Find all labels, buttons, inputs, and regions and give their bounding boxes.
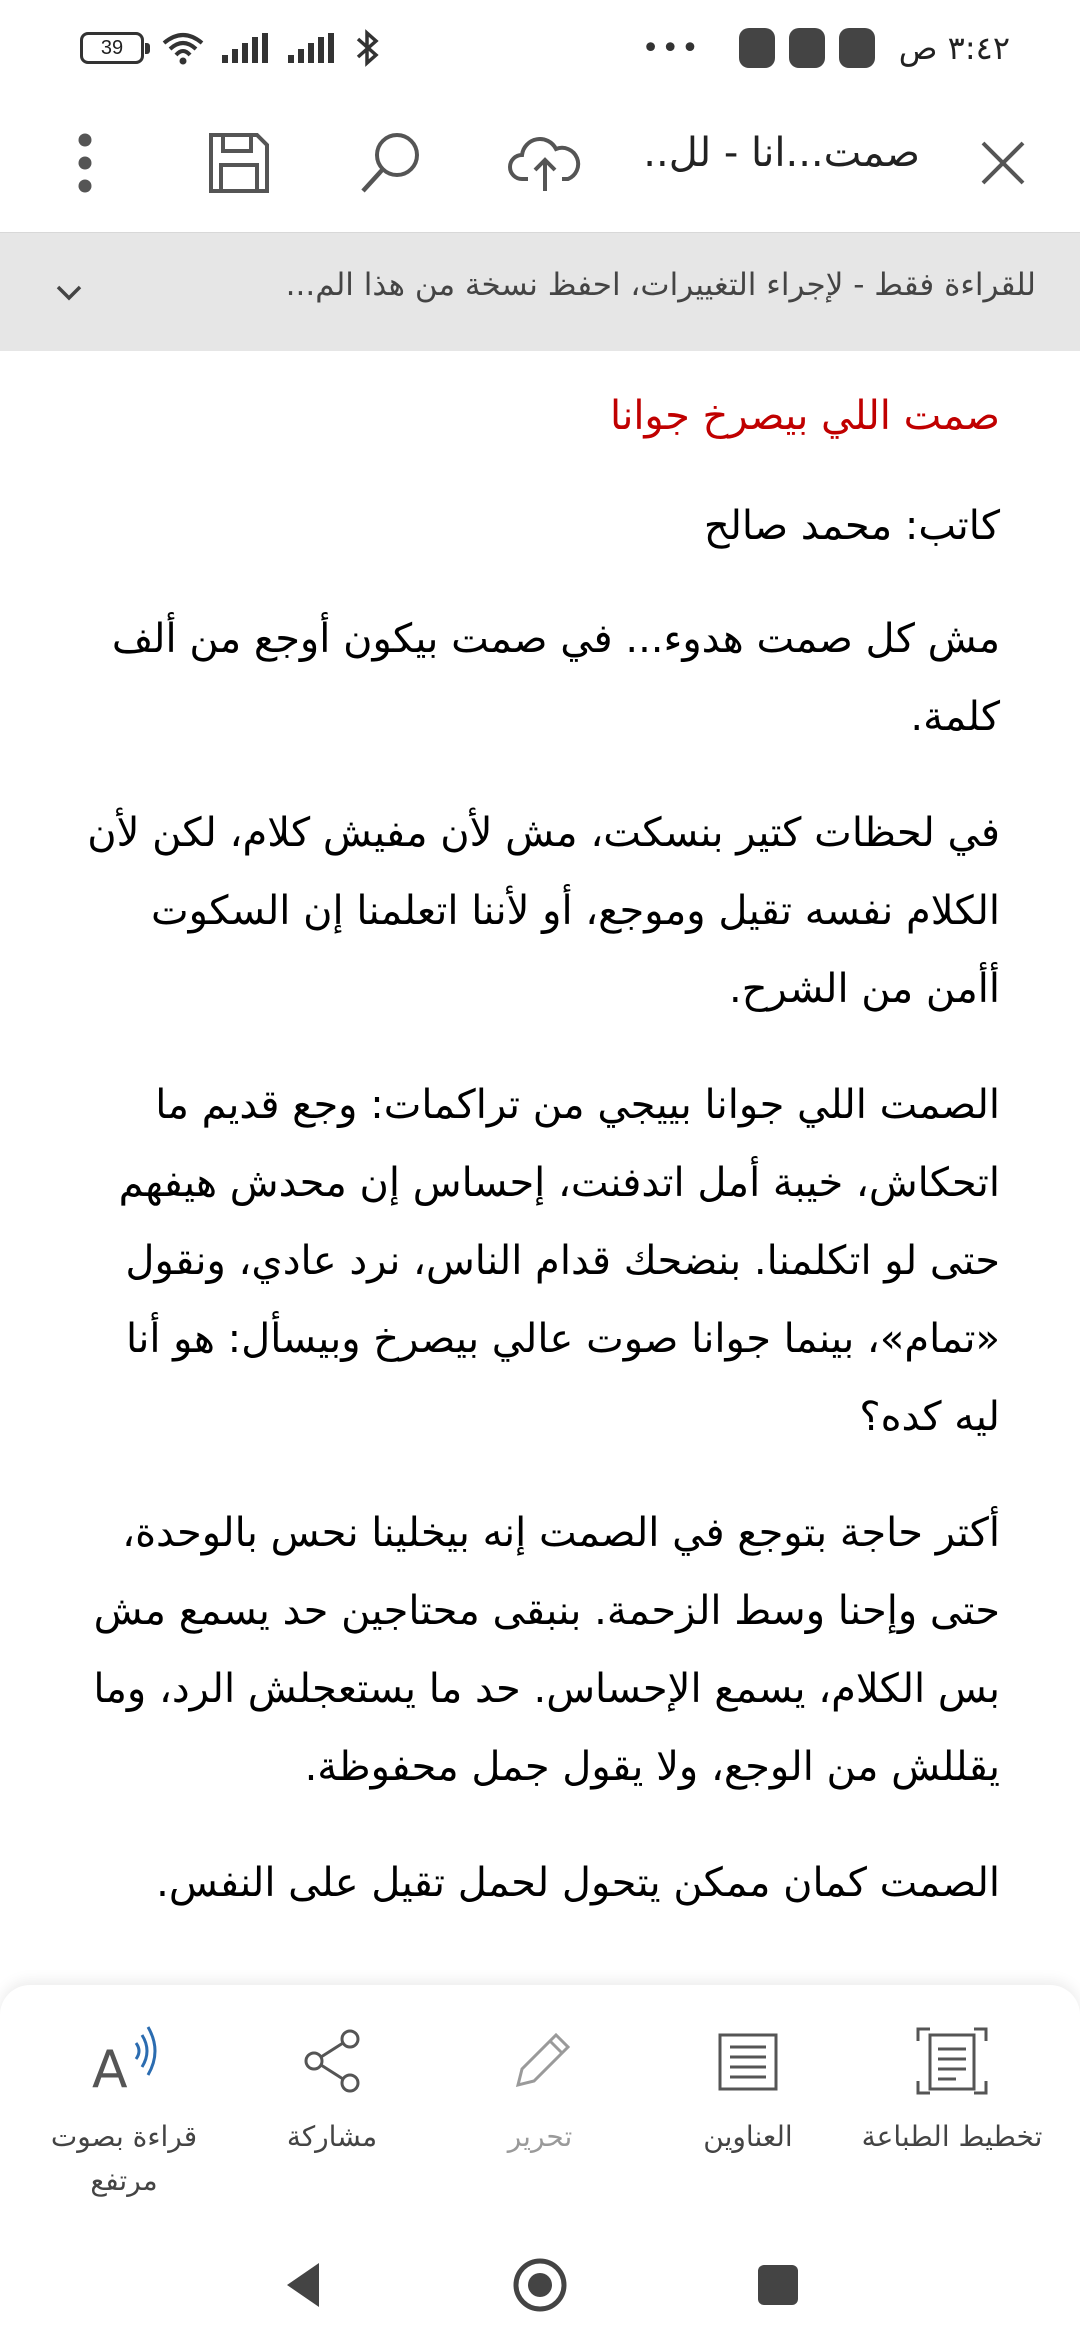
- document-page: [80, 350, 1000, 1922]
- back-icon[interactable]: [275, 2255, 335, 2315]
- clock: ٣:٤٢ ص: [898, 29, 1010, 67]
- status-bar: [0, 0, 1080, 96]
- edit-label: تحرير: [507, 2120, 573, 2153]
- read-aloud-icon: [84, 2021, 164, 2101]
- system-nav-bar: [0, 2225, 1080, 2340]
- battery-icon: [80, 32, 144, 64]
- close-button[interactable]: [958, 118, 1048, 208]
- status-right: [642, 24, 1010, 72]
- more-notifications: •••: [641, 30, 701, 66]
- notification-icon: [839, 28, 875, 68]
- document-paragraph: مش كل صمت هدوء... في صمت بيكون أوجع من ألف كلمة.: [111, 616, 1000, 740]
- headings-button[interactable]: [648, 2021, 848, 2159]
- search-button[interactable]: [346, 118, 436, 208]
- signal-icon: [288, 33, 336, 63]
- cloud-upload-icon: [508, 133, 582, 193]
- notification-icon: [739, 28, 775, 68]
- read-aloud-label: قراءة بصوت مرتفع: [50, 2120, 198, 2197]
- share-icon: [292, 2021, 372, 2101]
- print-layout-button[interactable]: [852, 2021, 1052, 2159]
- home-icon[interactable]: [510, 2255, 570, 2315]
- notification-icon: [789, 28, 825, 68]
- document-paragraph: في لحظات كتير بنسكت، مش لأن مفيش كلام، لكن لأن الكلام نفسه تقيل وموجع، أو لأننا اتعلمنا إن السكوت أأمن من الشرح.: [87, 810, 1000, 1012]
- print-layout-icon: [912, 2021, 992, 2101]
- signal-icon: [222, 33, 270, 63]
- document-author: كاتب: محمد صالح: [703, 503, 1000, 549]
- battery-level: 39: [100, 36, 124, 59]
- chevron-down-icon[interactable]: [44, 271, 94, 315]
- svg-text:A: A: [92, 2040, 128, 2100]
- document-heading: صمت اللي بيصرخ جوانا: [610, 393, 1000, 439]
- bluetooth-icon: [354, 29, 382, 67]
- save-icon: [207, 131, 271, 195]
- read-aloud-button[interactable]: [24, 2021, 224, 2203]
- pencil-icon: [500, 2021, 580, 2101]
- document-canvas[interactable]: [0, 350, 1080, 1990]
- document-title[interactable]: صمت...انا - لل..: [643, 130, 920, 176]
- cloud-upload-button[interactable]: [500, 118, 590, 208]
- headings-icon: [708, 2021, 788, 2101]
- read-only-banner[interactable]: [0, 232, 1080, 351]
- close-icon: [979, 139, 1027, 187]
- share-label: مشاركة: [286, 2120, 378, 2153]
- bottom-command-bar: [0, 1985, 1080, 2225]
- search-icon: [357, 129, 425, 197]
- more-options-button[interactable]: [40, 118, 130, 208]
- more-vertical-icon: [75, 132, 95, 194]
- print-layout-label: تخطيط الطباعة: [861, 2120, 1043, 2153]
- share-button[interactable]: [232, 2021, 432, 2159]
- document-paragraph: أكتر حاجة بتوجع في الصمت إنه بيخلينا نحس بالوحدة، حتى وإحنا وسط الزحمة. بنبقى محتاجين حد يسمع مش بس الكلام، يسمع الإحساس. حد ما يستعجلش الرد، وما يقللش من الوجع، ولا يقول جمل محفوظة.: [93, 1510, 1000, 1790]
- wifi-icon: [162, 31, 204, 65]
- edit-button[interactable]: [440, 2021, 640, 2159]
- recents-icon[interactable]: [748, 2255, 808, 2315]
- status-left: [80, 28, 382, 68]
- headings-label: العناوين: [703, 2120, 793, 2153]
- app-toolbar: [0, 96, 1080, 232]
- save-button[interactable]: [194, 118, 284, 208]
- document-paragraph: الصمت اللي جوانا بييجي من تراكمات: وجع قديم ما اتحكاش، خيبة أمل اتدفنت، إحساس إن محدش هيفهم حتى لو اتكلمنا. بنضحك قدام الناس، نرد عادي، ونقول «تمام»، بينما جوانا صوت عالي بيصرخ وبيسأل: هو أنا ليه كده؟: [118, 1082, 1000, 1440]
- banner-message: للقراءة فقط - لإجراء التغييرات، احفظ نسخة من هذا الم...: [285, 267, 1036, 303]
- document-paragraph: الصمت كمان ممكن يتحول لحمل تقيل على النفس.: [156, 1860, 1000, 1906]
